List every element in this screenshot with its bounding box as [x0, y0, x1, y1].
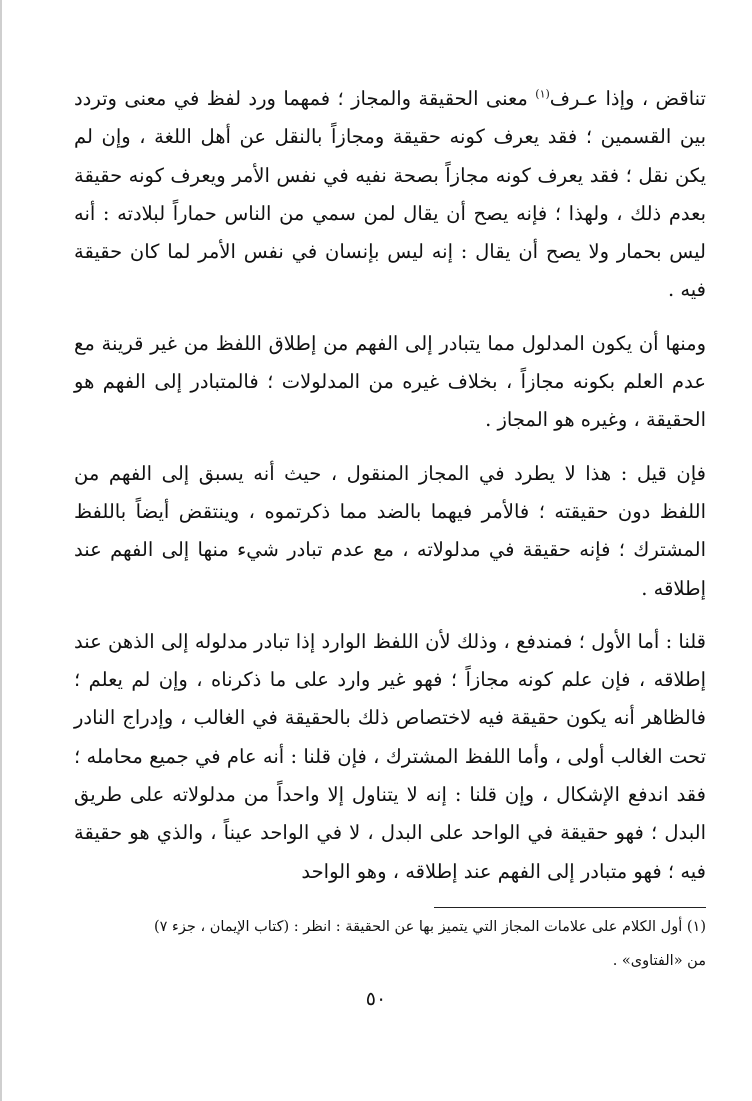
- paragraph-4: قلنا : أما الأول ؛ فمندفع ، وذلك لأن اللفظ الوارد إذا تبادر مدلوله إلى الذهن عند إطلاقه ، فإن علم كونه مجازاً ؛ فهو غير وارد على ما ذكرناه ، وإن لم يعلم ؛ فالظاهر أنه يكون حقيقة فيه لاختصاص ذلك بالحقيقة في الغالب ، وإدراج النادر تحت الغالب أولى ، وأما اللفظ المشترك ، فإن قلنا : أنه عام في جميع محامله ؛ فقد اندفع الإشكال ، وإن قلنا : إنه لا يتناول إلا واحداً من مدلولاته على طريق البدل ؛ فهو حقيقة في الواحد على البدل ، لا في الواحد عيناً ، والذي هو حقيقة فيه ؛ فهو متبادر إلى الفهم عند إطلاقه ، وهو الواحد: [74, 629, 706, 883]
- main-text: [74, 80, 706, 891]
- paragraph-1-opening: تناقض ، وإذا عـرف: [549, 87, 706, 110]
- footnote: [74, 910, 706, 978]
- paragraph-1-body: معنى الحقيقة والمجاز ؛ فمهما ورد لفظ في معنى وتردد بين القسمين ؛ فقد يعرف كونه حقيقة ومجازاً بالنقل عن أهل اللغة ، وإن لم يكن نقل ؛ فقد يعرف كونه مجازاً بصحة نفيه في نفس الأمر ويعرف كونه حقيقة بعدم ذلك ، ولهذا ؛ فإنه يصح أن يقال لمن سمي من الناس حماراً لبلادته : أنه ليس بحمار ولا يصح أن يقال : إنه ليس بإنسان في نفس الأمر لما كان حقيقة فيه .: [74, 87, 706, 302]
- footnote-line-2: من «الفتاوى» .: [612, 953, 706, 969]
- paragraph-3: فإن قيل : هذا لا يطرد في المجاز المنقول ، حيث أنه يسبق إلى الفهم من اللفظ دون حقيقته ؛ فالأمر فيهما بالضد مما ذكرتموه ، وينتقض أيضاً باللفظ المشترك ؛ فإنه حقيقة في مدلولاته ، مع عدم تبادر شيء منها إلى الفهم عند إطلاقه .: [74, 461, 706, 600]
- footnote-line-1: (١) أول الكلام على علامات المجاز التي يتميز بها عن الحقيقة : انظر : (كتاب الإيمان ، جزء ٧): [153, 919, 706, 935]
- paragraph-1: [74, 80, 706, 310]
- page-number: ٥٠: [365, 988, 387, 1010]
- paragraph-2: ومنها أن يكون المدلول مما يتبادر إلى الفهم من إطلاق اللفظ من غير قرينة مع عدم العلم بكونه مجازاً ، بخلاف غيره من المدلولات ؛ فالمتبادر إلى الفهم هو الحقيقة ، وغيره هو المجاز .: [74, 331, 706, 432]
- footnote-separator: [434, 907, 706, 908]
- page-edge-line: [0, 0, 2, 1101]
- footnote-reference[interactable]: (١): [535, 87, 550, 101]
